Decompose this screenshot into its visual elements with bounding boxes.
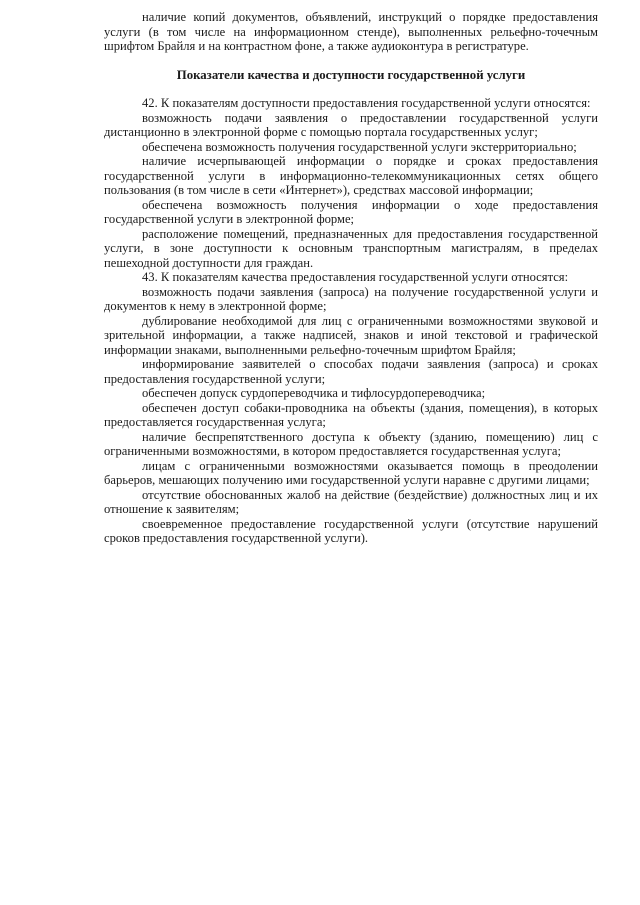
paragraph: обеспечен доступ собаки-проводника на объекты (здания, помещения), в которых предоставляется государственная услуга; (104, 400, 598, 429)
paragraph: лицам с ограниченными возможностями оказывается помощь в преодолении барьеров, мешающих получению ими государственной услуги наравне с другими лицами; (104, 458, 598, 487)
paragraph: наличие беспрепятственного доступа к объекту (зданию, помещению) лиц с ограниченными возможностями, в котором предоставляется государственная услуга; (104, 429, 598, 458)
paragraph-42: 42. К показателям доступности предоставления государственной услуги относятся: (142, 96, 591, 110)
paragraph: расположение помещений, предназначенных для предоставления государственной услуги, в зоне доступности к основным транспортным магистралям, в пределах пешеходной доступности для граждан. (104, 226, 598, 270)
paragraph: своевременное предоставление государственной услуги (отсутствие нарушений сроков предоставления государственной услуги). (104, 516, 598, 545)
paragraph: обеспечен допуск сурдопереводчика и тифлосурдопереводчика; (142, 386, 486, 400)
paragraph-43: 43. К показателям качества предоставления государственной услуги относятся: (142, 270, 569, 284)
document-body (104, 10, 598, 546)
paragraph: обеспечена возможность получения информации о ходе предоставления государственной услуги в электронной форме; (104, 197, 598, 226)
paragraph: отсутствие обоснованных жалоб на действие (бездействие) должностных лиц и их отношение к заявителям; (104, 487, 598, 516)
paragraph: информирование заявителей о способах подачи заявления (запроса) и сроках предоставления государственной услуги; (104, 357, 598, 386)
paragraph: возможность подачи заявления (запроса) на получение государственной услуги и документов к нему в электронной форме; (104, 284, 598, 313)
paragraph: возможность подачи заявления о предоставлении государственной услуги дистанционно в электронной форме с помощью портала государственных услуг; (104, 110, 598, 139)
paragraph: дублирование необходимой для лиц с ограниченными возможностями звуковой и зрительной информации, а также надписей, знаков и иной текстовой и графической информации знаками, выполненными рельефно-точечным шрифтом Брайля; (104, 313, 598, 357)
paragraph: обеспечена возможность получения государственной услуги экстерриториально; (142, 139, 577, 154)
section-heading: Показатели качества и доступности государственной услуги (176, 67, 526, 82)
paragraph: наличие исчерпывающей информации о порядке и сроках предоставления государственной услуги в информационно-телекоммуникационных сетях общего пользования (в том числе в сети «Интернет»), средствах массовой информации; (104, 154, 598, 197)
paragraph: наличие копий документов, объявлений, инструкций о порядке предоставления услуги (в том числе на информационном стенде), выполненных рельефно-точечным шрифтом Брайля и на контрастном фоне, а также аудиоконтура в регистратуре. (104, 10, 598, 53)
